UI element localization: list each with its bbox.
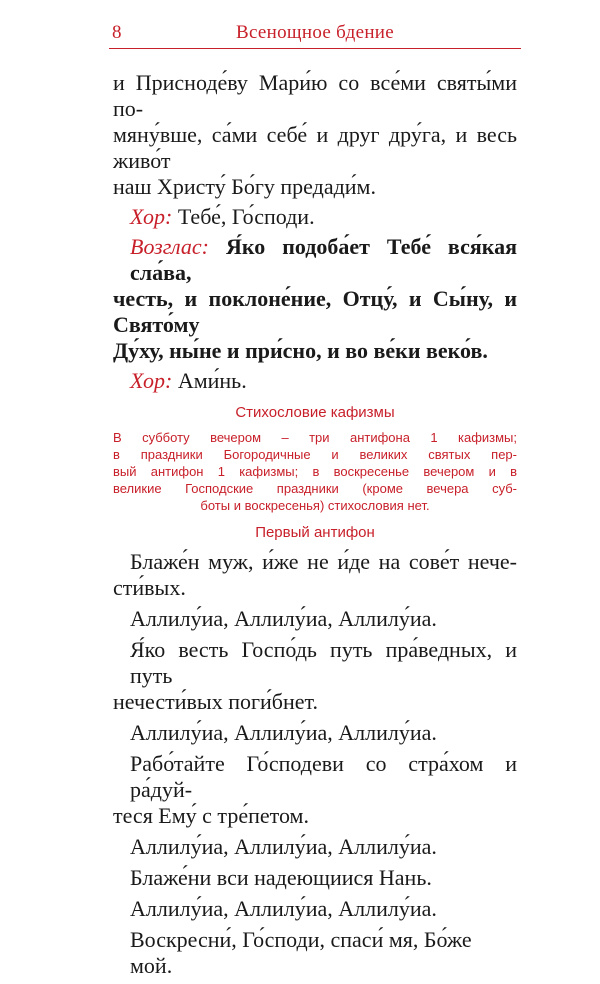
page-body [113, 70, 517, 984]
kathisma-title: Стихословие кафизмы [235, 404, 395, 421]
verse-refrain [113, 720, 517, 746]
page-number: 8 [112, 22, 122, 43]
rubric-line: В субботу вечером – три антифона 1 кафизмы; [113, 430, 517, 445]
verse-refrain [113, 834, 517, 860]
verse [113, 751, 517, 829]
verse [113, 637, 517, 715]
rubric-line: великие Господские праздники (кроме вечера суб- [113, 481, 517, 496]
running-header [109, 18, 521, 49]
verse-line: Аллилу́иа, Аллилу́иа, Аллилу́иа. [130, 606, 437, 631]
choir-response [113, 204, 517, 230]
exclamation-label: Возглас: [130, 234, 209, 259]
exclamation-paragraph [113, 234, 517, 364]
verse-refrain [113, 896, 517, 922]
antiphon-title: Первый антифон [255, 524, 375, 541]
verse-line: Блаже́н муж, и́же не и́де на сове́т нече- [130, 549, 517, 574]
verse-line: Я́ко весть Госпо́дь путь пра́ведных, и путь [130, 637, 517, 688]
rubric-line: вый антифон 1 кафизмы; в воскресенье вечером и в [113, 464, 517, 479]
verse-line: Аллилу́иа, Аллилу́иа, Аллилу́иа. [130, 896, 437, 921]
verse-line: Аллилу́иа, Аллилу́иа, Аллилу́иа. [130, 720, 437, 745]
verse-line: сти́вых. [113, 575, 186, 600]
choir-label: Хор: [130, 204, 173, 229]
rubric-line: в праздники Богородичные и великих святых пер- [113, 447, 517, 462]
verse-line: Воскресни́, Го́споди, спаси́ мя, Бо́же мой. [130, 927, 472, 978]
choir-text: Тебе́, Го́споди. [172, 204, 315, 229]
text-line: Ду́ху, ны́не и при́сно, и во ве́ки веко́в. [113, 338, 488, 363]
choir-label: Хор: [130, 368, 173, 393]
exclamation-text: Я́ко подоба́ет Тебе́ вся́кая сла́ва, [130, 234, 517, 285]
text-line: и Присноде́ву Мари́ю со все́ми святы́ми по- [113, 70, 517, 121]
text-line [113, 234, 517, 286]
verse-refrain [113, 606, 517, 632]
verse [113, 927, 517, 979]
kathisma-rubric [113, 429, 517, 514]
opening-paragraph [113, 70, 517, 200]
antiphon-verses [113, 549, 517, 979]
verse-line: Блаже́ни вси надеющиися Нань. [130, 865, 432, 890]
verse-line: Рабо́тайте Го́сподеви со стра́хом и ра́дуй- [130, 751, 517, 802]
verse [113, 549, 517, 601]
verse-line: Аллилу́иа, Аллилу́иа, Аллилу́иа. [130, 834, 437, 859]
text-line: честь, и поклоне́ние, Отцу́, и Сы́ну, и Свято́му [113, 286, 517, 337]
text-line: наш Христу́ Бо́гу предади́м. [113, 174, 376, 199]
verse-line: нечести́вых поги́бнет. [113, 689, 318, 714]
running-title: Всенощное бдение [235, 22, 394, 43]
choir-text: Ами́нь. [172, 368, 247, 393]
verse-line: теся Ему́ с тре́петом. [113, 803, 309, 828]
rubric-line: боты и воскресенья) стихословия нет. [200, 498, 430, 513]
choir-response [113, 368, 517, 394]
text-line: мяну́вше, са́ми себе́ и друг дру́га, и весь живо́т [113, 122, 517, 173]
verse [113, 865, 517, 891]
